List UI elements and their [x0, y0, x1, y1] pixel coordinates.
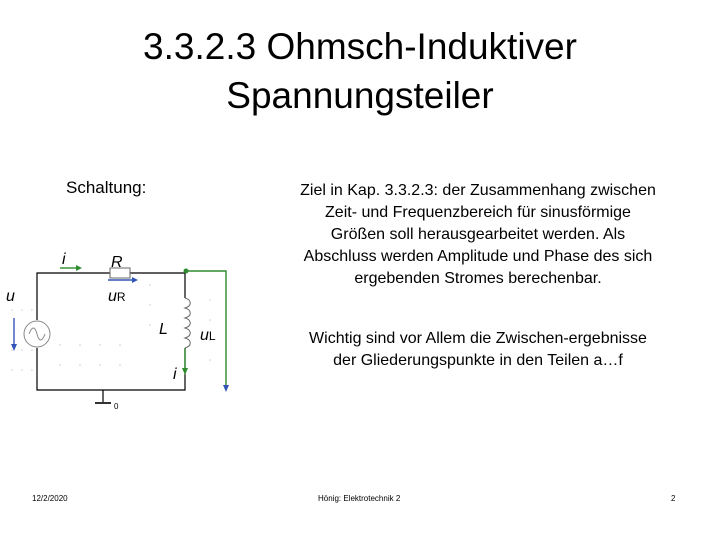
footer-page-number: 2	[671, 494, 676, 503]
label-resistor: R	[111, 254, 123, 271]
wire-bottom	[37, 348, 185, 390]
node-dot	[184, 269, 189, 274]
resistor-voltage-arrow-head	[132, 277, 138, 283]
wire-left-top	[37, 273, 110, 320]
note-paragraph: Wichtig sind vor Allem die Zwischen-ergebnisse der Gliederungspunkte in den Teilen a…f	[309, 330, 647, 369]
wire-top-right	[130, 273, 185, 298]
label-inductor-voltage	[200, 327, 216, 344]
footer-date: 12/2/2020	[32, 494, 68, 503]
label-current-top: i	[62, 251, 66, 268]
current-arrow-bottom-head	[182, 368, 188, 375]
inductor-voltage-arrow-head	[223, 385, 229, 392]
label-inductor-voltage-main: u	[200, 327, 209, 344]
label-resistor-voltage	[108, 288, 126, 305]
label-inductor-voltage-sub: L	[208, 329, 216, 343]
label-current-bottom: i	[173, 366, 177, 383]
slide-title	[60, 22, 660, 120]
label-ground: 0	[114, 402, 119, 411]
label-resistor-voltage-sub: R	[116, 290, 126, 304]
label-resistor-voltage-main: u	[108, 288, 117, 305]
circuit-heading: Schaltung:	[66, 178, 147, 197]
title-line-2: Spannungsteiler	[226, 75, 494, 116]
label-inductor: L	[159, 321, 168, 338]
rl-circuit-diagram	[0, 240, 260, 420]
footer-author: Hönig: Elektrotechnik 2	[318, 494, 401, 503]
title-line-1: 3.3.2.3 Ohmsch-Induktiver	[143, 26, 577, 67]
label-source-voltage: u	[6, 288, 15, 305]
inductor-symbol	[185, 298, 190, 348]
goal-paragraph: Ziel in Kap. 3.3.2.3: der Zusammenhang zwischen Zeit- und Frequenzbereich für sinusförmige Größen soll herausgearbeitet werden. Als Abschluss werden Amplitude und Phase des sich ergebenden Stromes berechenbar.	[300, 182, 656, 287]
current-arrow-top-head	[76, 265, 82, 271]
